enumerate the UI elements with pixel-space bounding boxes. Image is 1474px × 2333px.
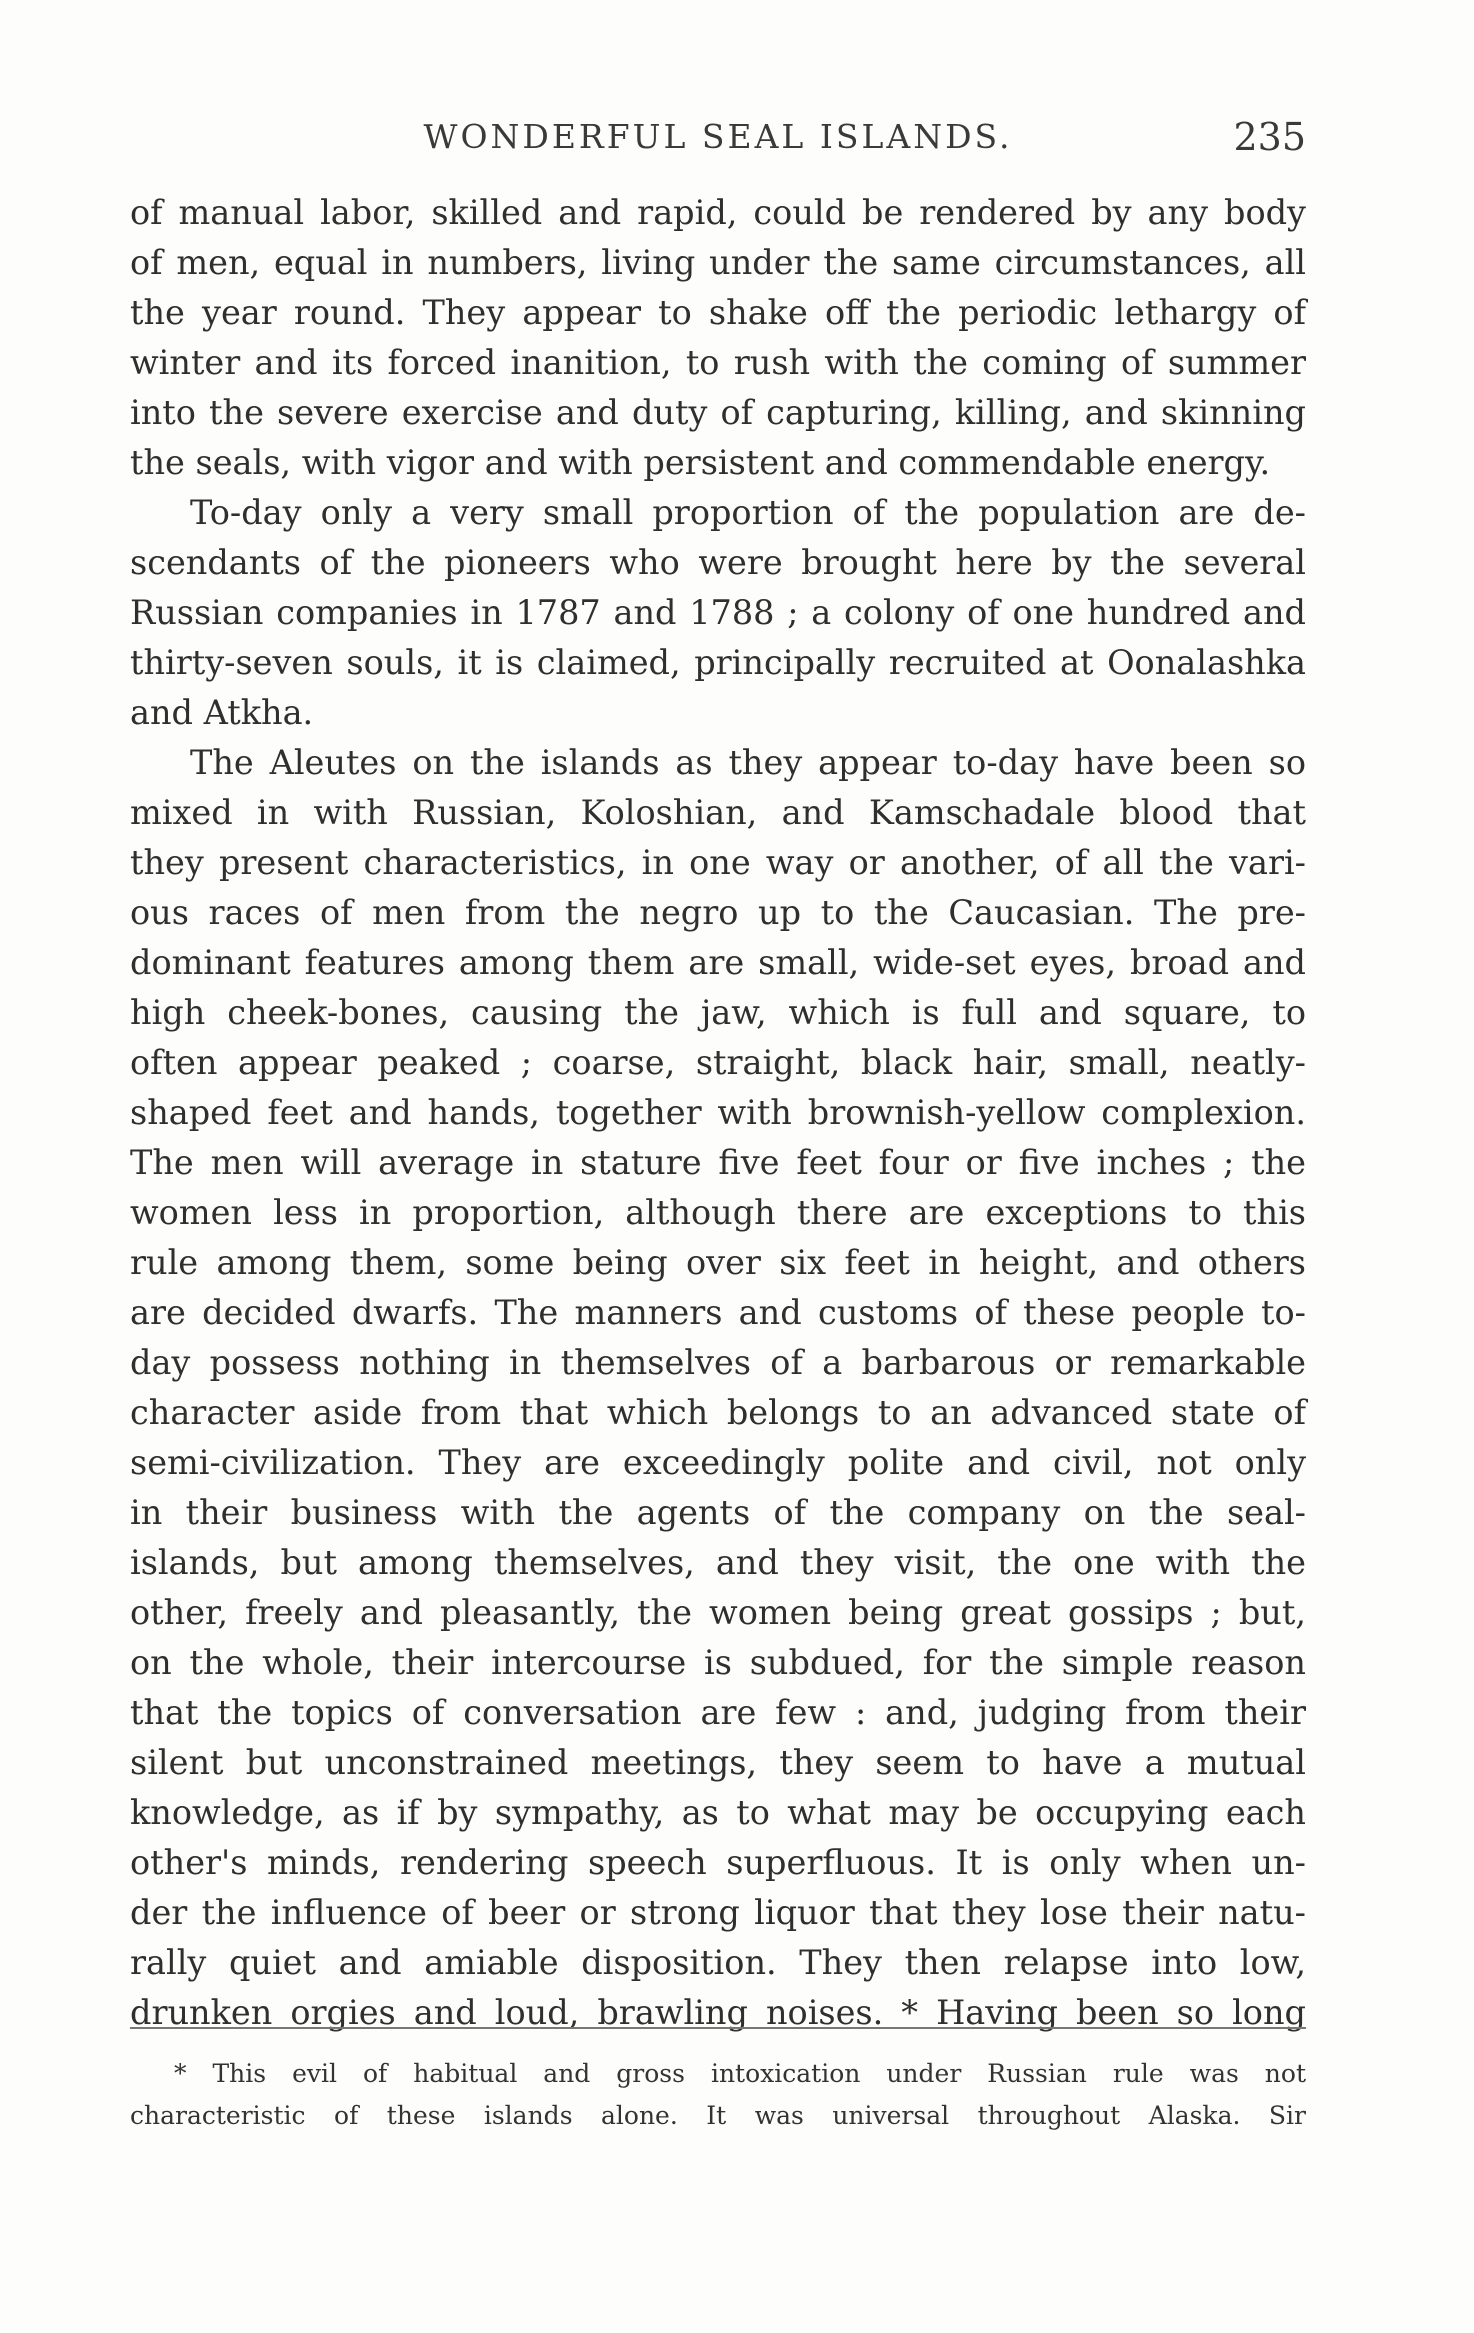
text-line: islands, but among themselves, and they visit, the one with the — [130, 1543, 1306, 1582]
text-line: silent but unconstrained meetings, they seem to have a mutual — [130, 1743, 1306, 1782]
text-line: thirty-seven souls, it is claimed, principally recruited at Oonalashka — [130, 643, 1306, 682]
text-line: The Aleutes on the islands as they appear to-day have been so — [190, 743, 1306, 782]
text-line: the year round. They appear to shake off the periodic lethargy of — [130, 293, 1306, 332]
footnote — [130, 2053, 1306, 2137]
text-line: dominant features among them are small, wide-set eyes, broad and — [130, 943, 1306, 982]
text-line: mixed in with Russian, Koloshian, and Kamschadale blood that — [130, 793, 1306, 832]
text-line: To-day only a very small proportion of the population are de- — [190, 493, 1306, 532]
text-line: semi-civilization. They are exceedingly polite and civil, not only — [130, 1443, 1306, 1482]
text-line: shaped feet and hands, together with brownish-yellow complexion. — [130, 1093, 1306, 1132]
text-line: and Atkha. — [130, 693, 314, 732]
text-line: women less in proportion, although there are exceptions to this — [130, 1193, 1306, 1232]
footnote-line: characteristic of these islands alone. It was universal throughout Alaska. Sir — [130, 2101, 1306, 2130]
text-line: Russian companies in 1787 and 1788 ; a colony of one hundred and — [130, 593, 1306, 632]
text-line: of men, equal in numbers, living under the same circumstances, all — [130, 243, 1306, 282]
text-line: ous races of men from the negro up to the Caucasian. The pre- — [130, 893, 1306, 932]
text-line: rule among them, some being over six feet in height, and others — [130, 1243, 1306, 1282]
text-line: other's minds, rendering speech superfluous. It is only when un- — [130, 1843, 1306, 1882]
text-line: that the topics of conversation are few : and, judging from their — [130, 1693, 1306, 1732]
body-text — [130, 188, 1306, 2038]
running-head — [130, 112, 1306, 162]
footnote-divider — [130, 2027, 1306, 2029]
text-line: rally quiet and amiable disposition. They then relapse into low, — [130, 1943, 1306, 1982]
text-line: character aside from that which belongs to an advanced state of — [130, 1393, 1306, 1432]
text-line: often appear peaked ; coarse, straight, black hair, small, neatly- — [130, 1043, 1306, 1082]
text-line: winter and its forced inanition, to rush with the coming of summer — [130, 343, 1306, 382]
text-line: day possess nothing in themselves of a barbarous or remarkable — [130, 1343, 1306, 1382]
running-title: WONDERFUL SEAL ISLANDS. — [423, 117, 1013, 156]
text-line: in their business with the agents of the company on the seal- — [130, 1493, 1306, 1532]
page-number: 235 — [1233, 115, 1306, 159]
text-line: on the whole, their intercourse is subdued, for the simple reason — [130, 1643, 1306, 1682]
text-line: scendants of the pioneers who were brought here by the several — [130, 543, 1306, 582]
text-line: are decided dwarfs. The manners and customs of these people to- — [130, 1293, 1306, 1332]
text-line: of manual labor, skilled and rapid, could be rendered by any body — [130, 193, 1306, 232]
text-line: high cheek-bones, causing the jaw, which is full and square, to — [130, 993, 1306, 1032]
text-line: knowledge, as if by sympathy, as to what may be occupying each — [130, 1793, 1306, 1832]
text-line: der the influence of beer or strong liquor that they lose their natu- — [130, 1893, 1306, 1932]
text-line: the seals, with vigor and with persistent and commendable energy. — [130, 443, 1271, 482]
text-line: into the severe exercise and duty of capturing, killing, and skinning — [130, 393, 1306, 432]
text-line: drunken orgies and loud, brawling noises. * Having been so long — [130, 1993, 1306, 2032]
text-line: they present characteristics, in one way or another, of all the vari- — [130, 843, 1306, 882]
text-line: other, freely and pleasantly, the women being great gossips ; but, — [130, 1593, 1306, 1632]
footnote-line: * This evil of habitual and gross intoxication under Russian rule was not — [174, 2059, 1306, 2088]
text-line: The men will average in stature five feet four or five inches ; the — [130, 1143, 1306, 1182]
